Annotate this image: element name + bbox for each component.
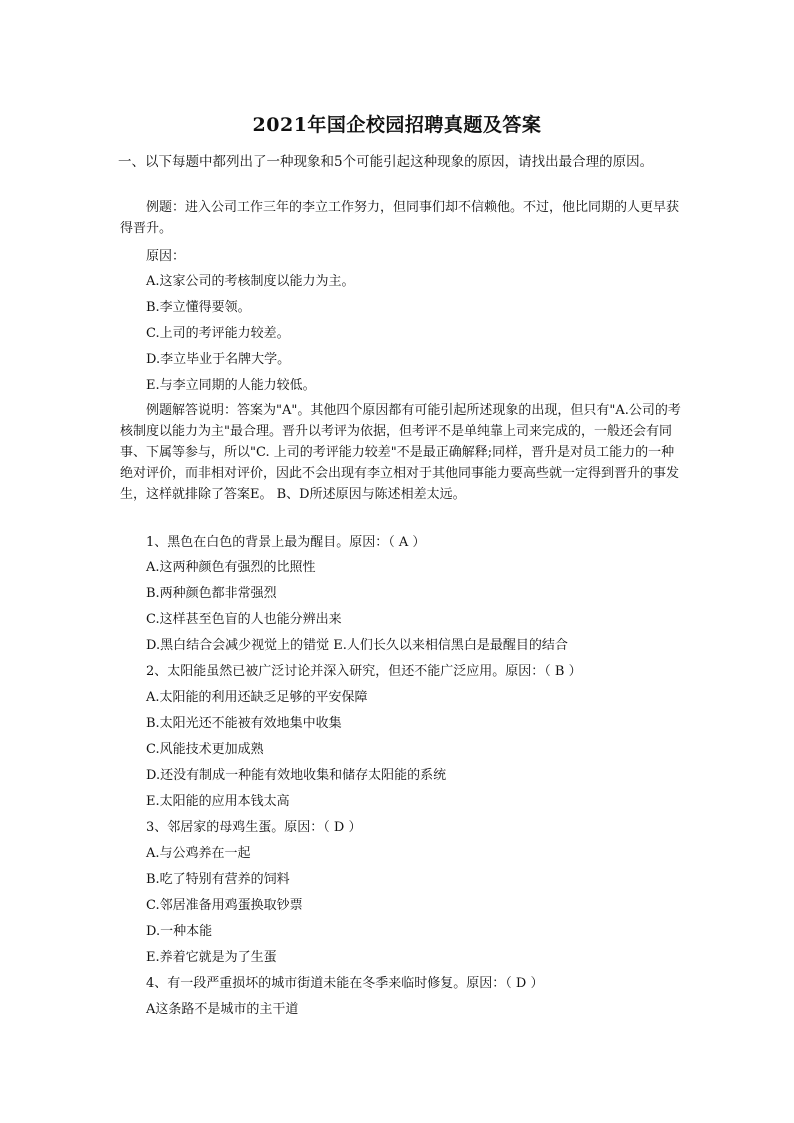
question-2-option-d: D.还没有制成一种能有效地收集和储存太阳能的系统 — [146, 768, 447, 783]
question-2-option-e: E.太阳能的应用本钱太高 — [146, 794, 290, 809]
question-3-option-a: A.与公鸡养在一起 — [146, 846, 251, 861]
question-1-option-b: B.两种颜色都非常强烈 — [146, 586, 277, 601]
question-3-option-e: E.养着它就是为了生蛋 — [146, 950, 277, 965]
question-3-option-b: B.吃了特别有营养的饲料 — [146, 872, 290, 887]
example-question: 例题：进入公司工作三年的李立工作努力，但同事们却不信赖他。不过，他比同期的人更早获得晋升。 — [120, 200, 680, 236]
question-3-stem: 3、邻居家的母鸡生蛋。原因：（ D ） — [146, 820, 362, 835]
example-option-a: A.这家公司的考核制度以能力为主。 — [146, 274, 355, 289]
question-4-option-a: A这条路不是城市的主干道 — [146, 1002, 299, 1017]
question-3-option-d: D.一种本能 — [146, 924, 213, 939]
question-2-option-c: C.风能技术更加成熟 — [146, 742, 264, 757]
question-1-option-c: C.这样甚至色盲的人也能分辨出来 — [146, 612, 342, 627]
question-2-option-b: B.太阳光还不能被有效地集中收集 — [146, 716, 342, 731]
question-4-stem: 4、有一段严重损坏的城市街道未能在冬季来临时修复。原因：（ D ） — [146, 976, 544, 991]
page-title: 2021年国企校园招聘真题及答案 — [252, 114, 542, 136]
example-option-e: E.与李立同期的人能力较低。 — [146, 378, 316, 393]
question-3-option-c: C.邻居准备用鸡蛋换取钞票 — [146, 898, 303, 913]
question-2-option-a: A.太阳能的利用还缺乏足够的平安保障 — [146, 690, 368, 705]
example-option-c: C.上司的考评能力较差。 — [146, 326, 290, 341]
example-option-b: B.李立懂得要领。 — [146, 300, 251, 315]
question-1-option-de: D.黑白结合会减少视觉上的错觉 E.人们长久以来相信黑白是最醒目的结合 — [146, 638, 568, 653]
question-1-option-a: A.这两种颜色有强烈的比照性 — [146, 560, 316, 575]
example-reason-label: 原因： — [146, 249, 186, 264]
example-explanation: 例题解答说明：答案为"A"。其他四个原因都有可能引起所述现象的出现，但只有"A.公司的考核制度以能力为主"最合理。晋升以考评为依据，但考评不是单纯靠上司来完成的，一般还会有同事、下属等参与，所以"C. 上司的考评能力较差"不是最正确解释;同样，晋升是对员工能力的一种绝对评价，而非相对评价，因此不会出现有李立相对于其他同事能力要高些就一定得到晋升的事发生，这样就排除了答案E。 B、D所述原因与陈述相差太远。 — [120, 403, 681, 502]
instruction-text: 一、以下每题中都列出了一种现象和5个可能引起这种现象的原因，请找出最合理的原因。 — [118, 154, 654, 170]
example-option-d: D.李立毕业于名牌大学。 — [146, 352, 291, 367]
question-2-stem: 2、太阳能虽然已被广泛讨论并深入研究，但还不能广泛应用。原因：（ B ） — [146, 664, 582, 679]
question-1-stem: 1、黑色在白色的背景上最为醒目。原因：（ A ） — [146, 535, 426, 550]
